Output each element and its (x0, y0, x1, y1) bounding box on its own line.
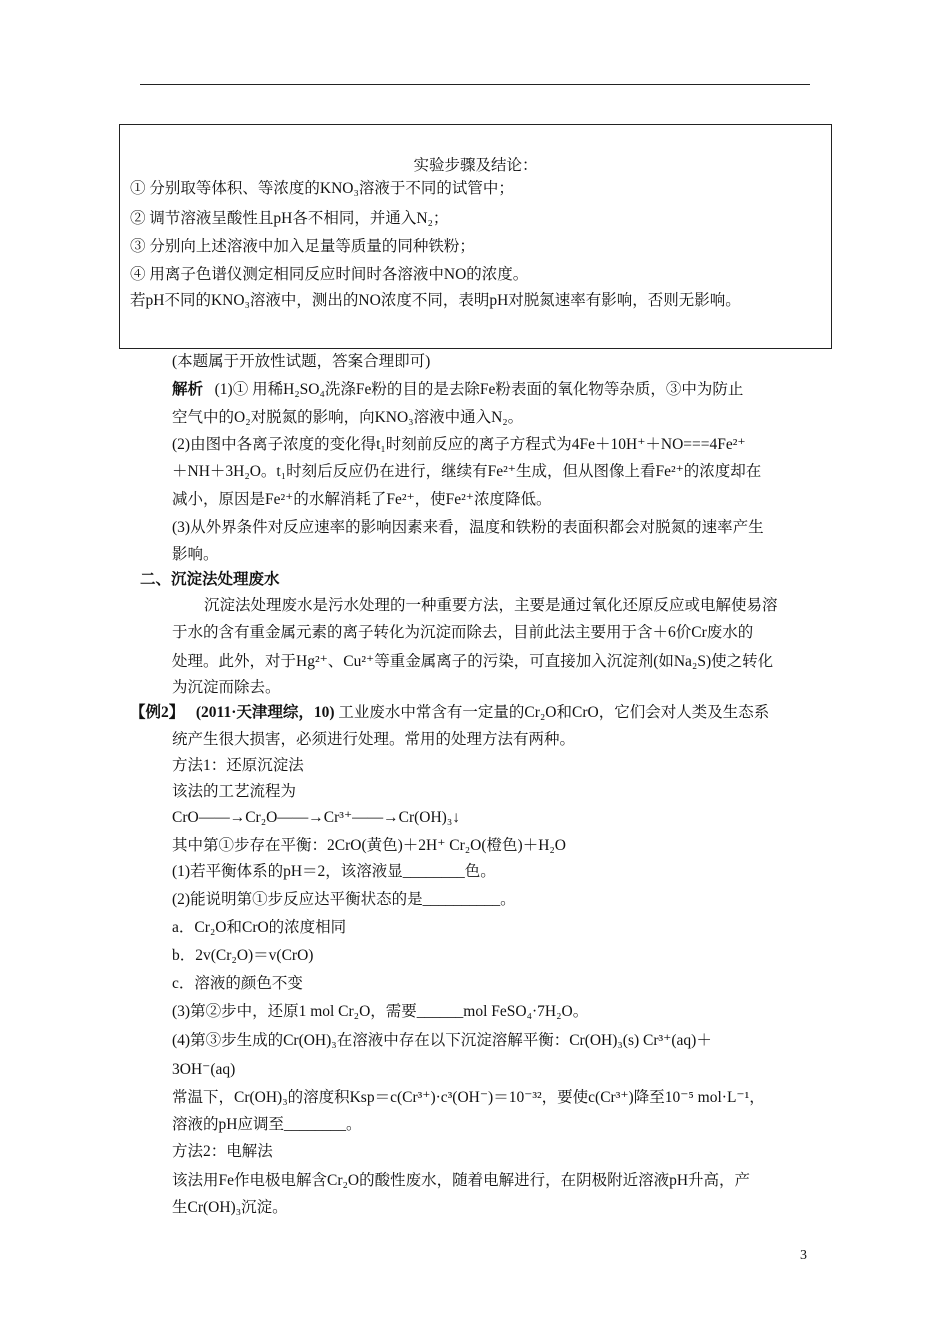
analysis-line-1 (172, 380, 743, 400)
paragraph-line-1: 沉淀法处理废水是污水处理的一种重要方法，主要是通过氧化还原反应或电解使易溶 (204, 597, 778, 614)
method-2-line-2: 生Cr(OH)₃沉淀。 (172, 1199, 288, 1216)
question-4-line-4: 溶液的pH应调至________。 (172, 1116, 362, 1133)
question-4-line-3: 常温下，Cr(OH)₃的溶度积Ksp＝c(Cr³⁺)·c³(OH⁻)＝10⁻³²，要使c(Cr³⁺)降至10⁻⁵ mol·L⁻¹， (172, 1089, 765, 1106)
question-1: (1)若平衡体系的pH＝2，该溶液显________色。 (172, 863, 496, 880)
analysis-label: 解析 (172, 381, 204, 398)
analysis-1a: (1)① 用稀H₂SO₄洗涤Fe粉的目的是去除Fe粉表面的氧化物等杂质，③中为防止 (214, 381, 744, 398)
question-3: (3)第②步中，还原1 mol Cr₂O，需要______mol FeSO₄·7H₂O。 (172, 1003, 589, 1020)
process-flow: CrO——→Cr₂O——→Cr³⁺——→Cr(OH)₃↓ (172, 809, 460, 826)
method-1-title: 方法1：还原沉淀法 (172, 757, 304, 774)
question-4-line-2: 3OH⁻(aq) (172, 1061, 236, 1078)
answer-box (119, 124, 832, 349)
method-2-line-1: 该法用Fe作电极电解含Cr₂O的酸性废水，随着电解进行，在阴极附近溶液pH升高，产 (172, 1172, 751, 1189)
paragraph-line-3: 处理。此外，对于Hg²⁺、Cu²⁺等重金属离子的污染，可直接加入沉淀剂(如Na₂S)使之转化 (172, 653, 774, 670)
paragraph-line-2: 于水的含有重金属元素的离子转化为沉淀而除去，目前此法主要用于含＋6价Cr废水的 (172, 624, 754, 641)
box-step-1: ① 分别取等体积、等浓度的KNO₃溶液于不同的试管中； (130, 180, 514, 197)
paragraph-line-4: 为沉淀而除去。 (172, 679, 281, 696)
option-b: b．2v(Cr₂O)＝v(CrO) (172, 947, 314, 964)
option-c: c．溶液的颜色不变 (172, 975, 303, 992)
example-label: 【例2】 (130, 704, 185, 721)
page-number: 3 (800, 1248, 807, 1263)
analysis-2a: (2)由图中各离子浓度的变化得t₁时刻前反应的离子方程式为4Fe＋10H⁺＋NO===4Fe²⁺ (172, 436, 746, 453)
analysis-3b: 影响。 (172, 546, 219, 563)
analysis-1b: 空气中的O₂对脱氮的影响，向KNO₃溶液中通入N₂。 (172, 409, 524, 426)
method-1-intro: 该法的工艺流程为 (172, 783, 297, 800)
option-a: a．Cr₂O和CrO的浓度相同 (172, 919, 347, 936)
example-line-1 (130, 703, 769, 723)
box-title: 实验步骤及结论： (413, 157, 538, 174)
question-2: (2)能说明第①步反应达平衡状态的是__________。 (172, 891, 516, 908)
analysis-2b: ＋NH＋3H₂O。t₁时刻后反应仍在进行，继续有Fe²⁺生成，但从图像上看Fe²⁺的浓度却在 (172, 463, 762, 480)
example-text-2: 统产生很大损害，必须进行处理。常用的处理方法有两种。 (172, 731, 576, 748)
example-text-1: 工业废水中常含有一定量的Cr₂O和CrO，它们会对人类及生态系 (338, 704, 770, 721)
box-step-4: ④ 用离子色谱仪测定相同反应时间时各溶液中NO的浓度。 (130, 266, 529, 283)
example-source: (2011·天津理综，10) (195, 704, 335, 721)
question-4-line-1: (4)第③步生成的Cr(OH)₃在溶液中存在以下沉淀溶解平衡：Cr(OH)₃(s) Cr³⁺(aq)＋ (172, 1032, 712, 1049)
box-step-3: ③ 分别向上述溶液中加入足量等质量的同种铁粉； (130, 238, 475, 255)
section-heading: 二、沉淀法处理废水 (140, 571, 280, 588)
note: (本题属于开放性试题，答案合理即可) (172, 353, 431, 370)
method-2-title: 方法2：电解法 (172, 1143, 273, 1160)
equilibrium-equation: 其中第①步存在平衡：2CrO(黄色)＋2H⁺ Cr₂O(橙色)＋H₂O (172, 837, 566, 854)
analysis-2c: 减小，原因是Fe²⁺的水解消耗了Fe²⁺，使Fe²⁺浓度降低。 (172, 491, 552, 508)
box-conclusion: 若pH不同的KNO₃溶液中，测出的NO浓度不同，表明pH对脱氮速率有影响，否则无影响。 (130, 292, 741, 309)
header-rule (140, 84, 810, 85)
box-step-2: ② 调节溶液呈酸性且pH各不相同，并通入N₂； (130, 210, 449, 227)
analysis-3a: (3)从外界条件对反应速率的影响因素来看，温度和铁粉的表面积都会对脱氮的速率产生 (172, 519, 764, 536)
